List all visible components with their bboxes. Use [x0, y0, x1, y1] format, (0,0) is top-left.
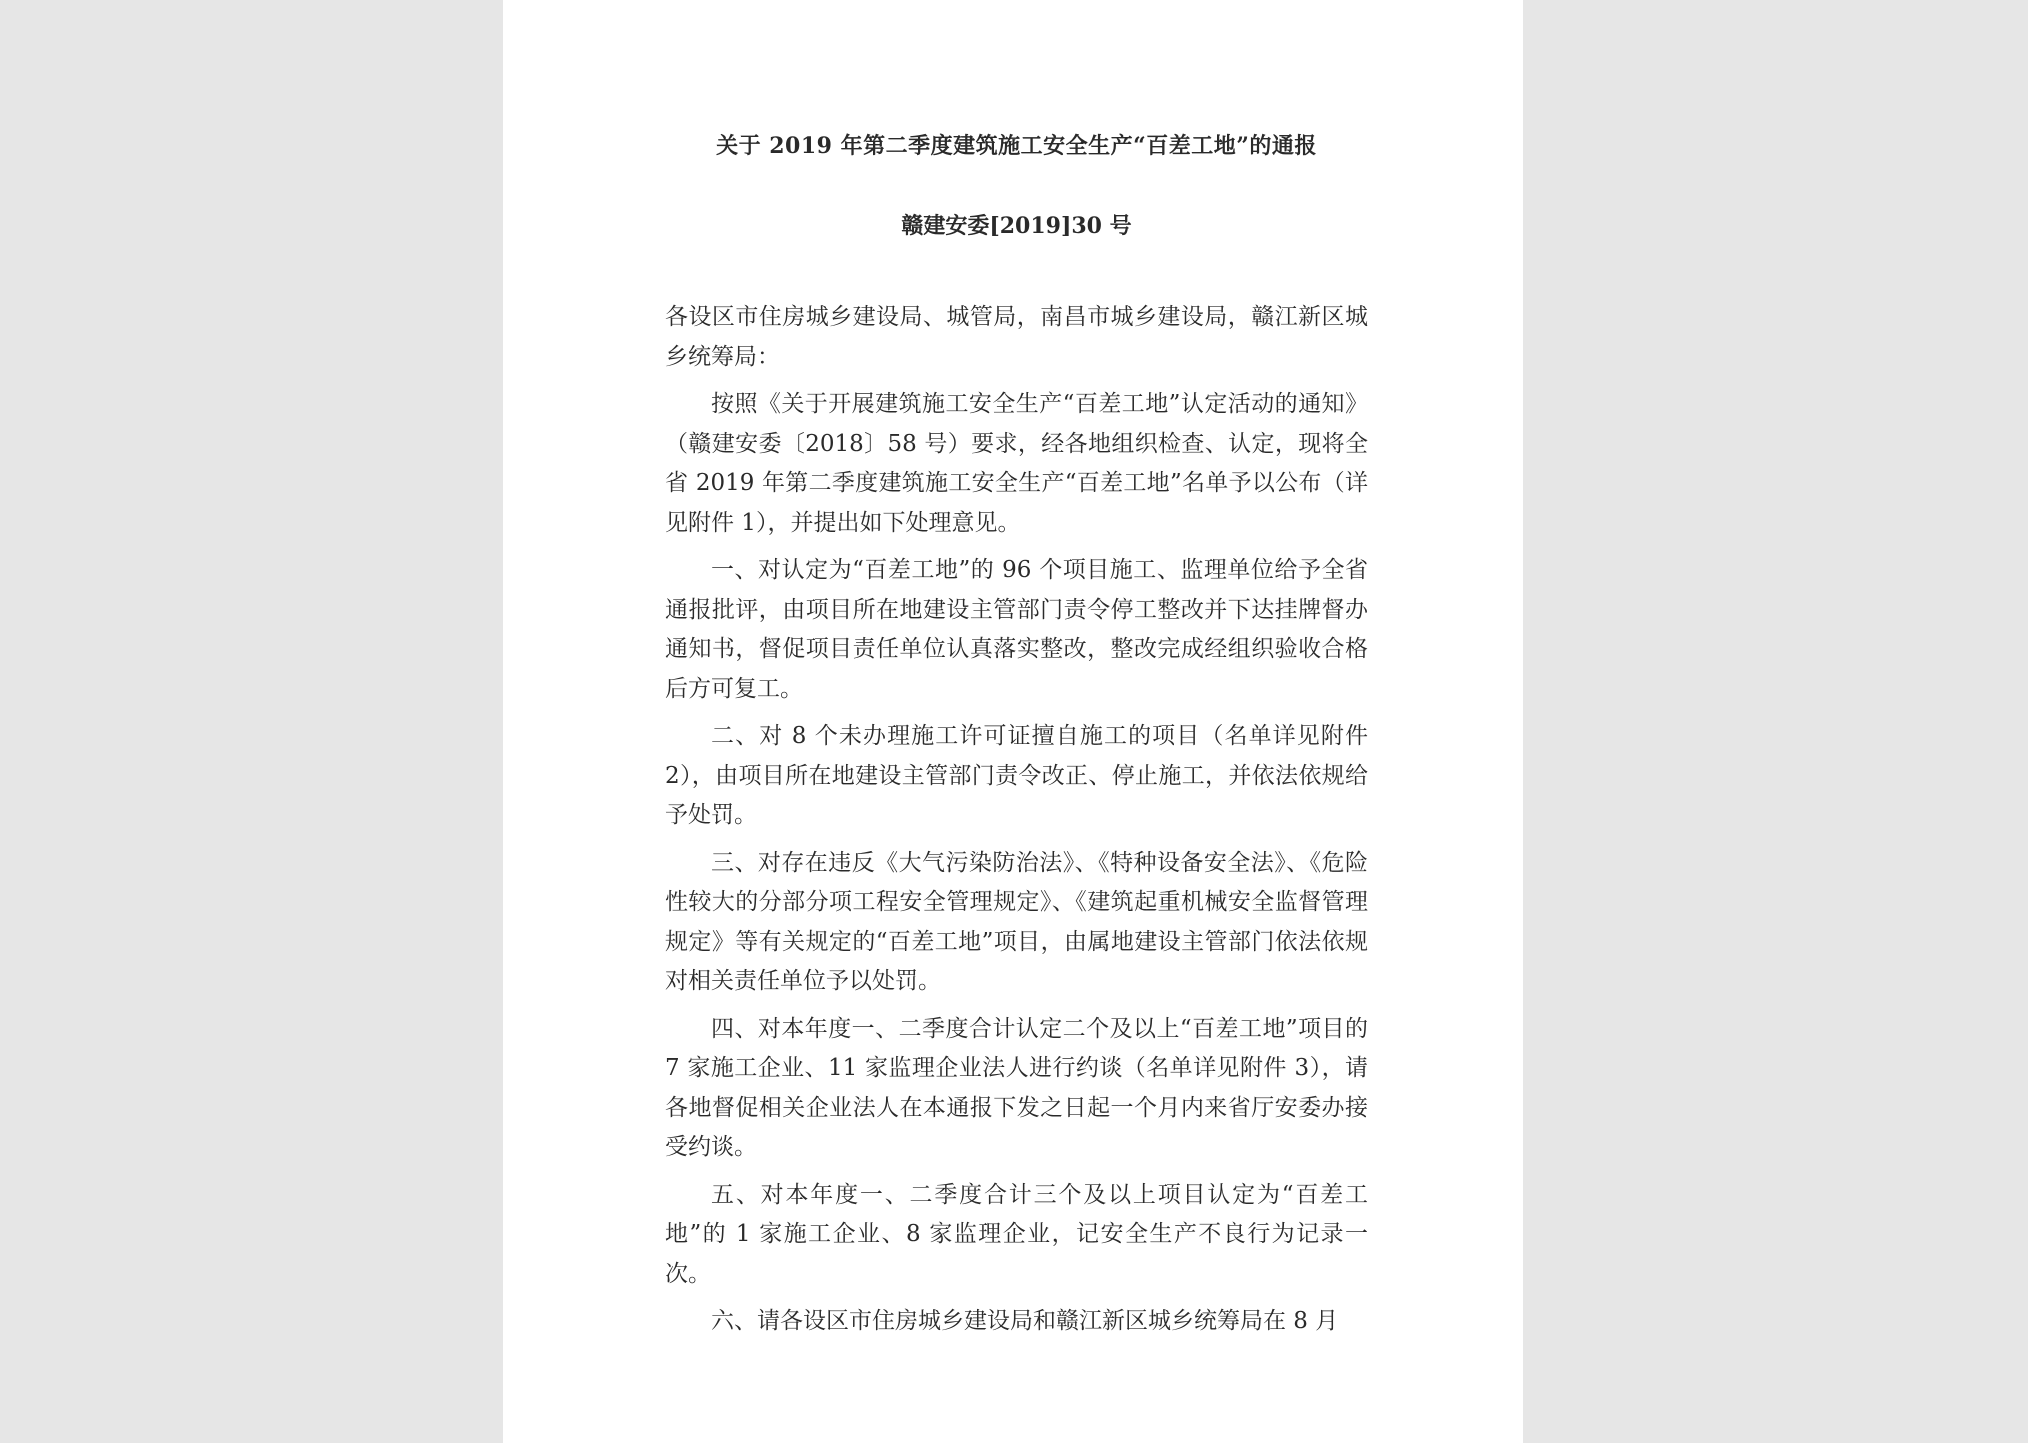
document-page: [503, 0, 1523, 1443]
paragraph-item-3: 三、对存在违反《大气污染防治法》、《特种设备安全法》、《危险性较大的分部分项工程安全管理规定》、《建筑起重机械安全监督管理规定》等有关规定的“百差工地”项目，由属地建设主管部门依法依规对相关责任单位予以处罚。: [665, 849, 1368, 994]
paragraph-item-5: 五、对本年度一、二季度合计三个及以上项目认定为“百差工地”的 1 家施工企业、8 家监理企业，记安全生产不良行为记录一次。: [665, 1181, 1368, 1287]
salutation: 各设区市住房城乡建设局、城管局，南昌市城乡建设局，赣江新区城乡统筹局：: [665, 304, 1368, 370]
document-title: 关于 2019 年第二季度建筑施工安全生产“百差工地”的通报: [716, 133, 1317, 159]
paragraph-item-6: 六、请各设区市住房城乡建设局和赣江新区城乡统筹局在 8 月: [711, 1308, 1339, 1334]
paragraph-item-2: 二、对 8 个未办理施工许可证擅自施工的项目（名单详见附件 2），由项目所在地建设主管部门责令改正、停止施工，并依法依规给予处罚。: [665, 723, 1368, 828]
document-number: 赣建安委[2019]30 号: [901, 213, 1132, 239]
document-body: [665, 298, 1368, 1350]
paragraph-item-1: 一、对认定为“百差工地”的 96 个项目施工、监理单位给予全省通报批评，由项目所在地建设主管部门责令停工整改并下达挂牌督办通知书，督促项目责任单位认真落实整改，整改完成经组织验收合格后方可复工。: [665, 557, 1368, 702]
paragraph-item-4: 四、对本年度一、二季度合计认定二个及以上“百差工地”项目的 7 家施工企业、11 家监理企业法人进行约谈（名单详见附件 3），请各地督促相关企业法人在本通报下发之日起一个月内来省厅安委办接受约谈。: [665, 1015, 1368, 1160]
paragraph-intro: 按照《关于开展建筑施工安全生产“百差工地”认定活动的通知》（赣建安委〔2018〕58 号）要求，经各地组织检查、认定，现将全省 2019 年第二季度建筑施工安全生产“百差工地”名单予以公布（详见附件 1），并提出如下处理意见。: [665, 391, 1368, 536]
